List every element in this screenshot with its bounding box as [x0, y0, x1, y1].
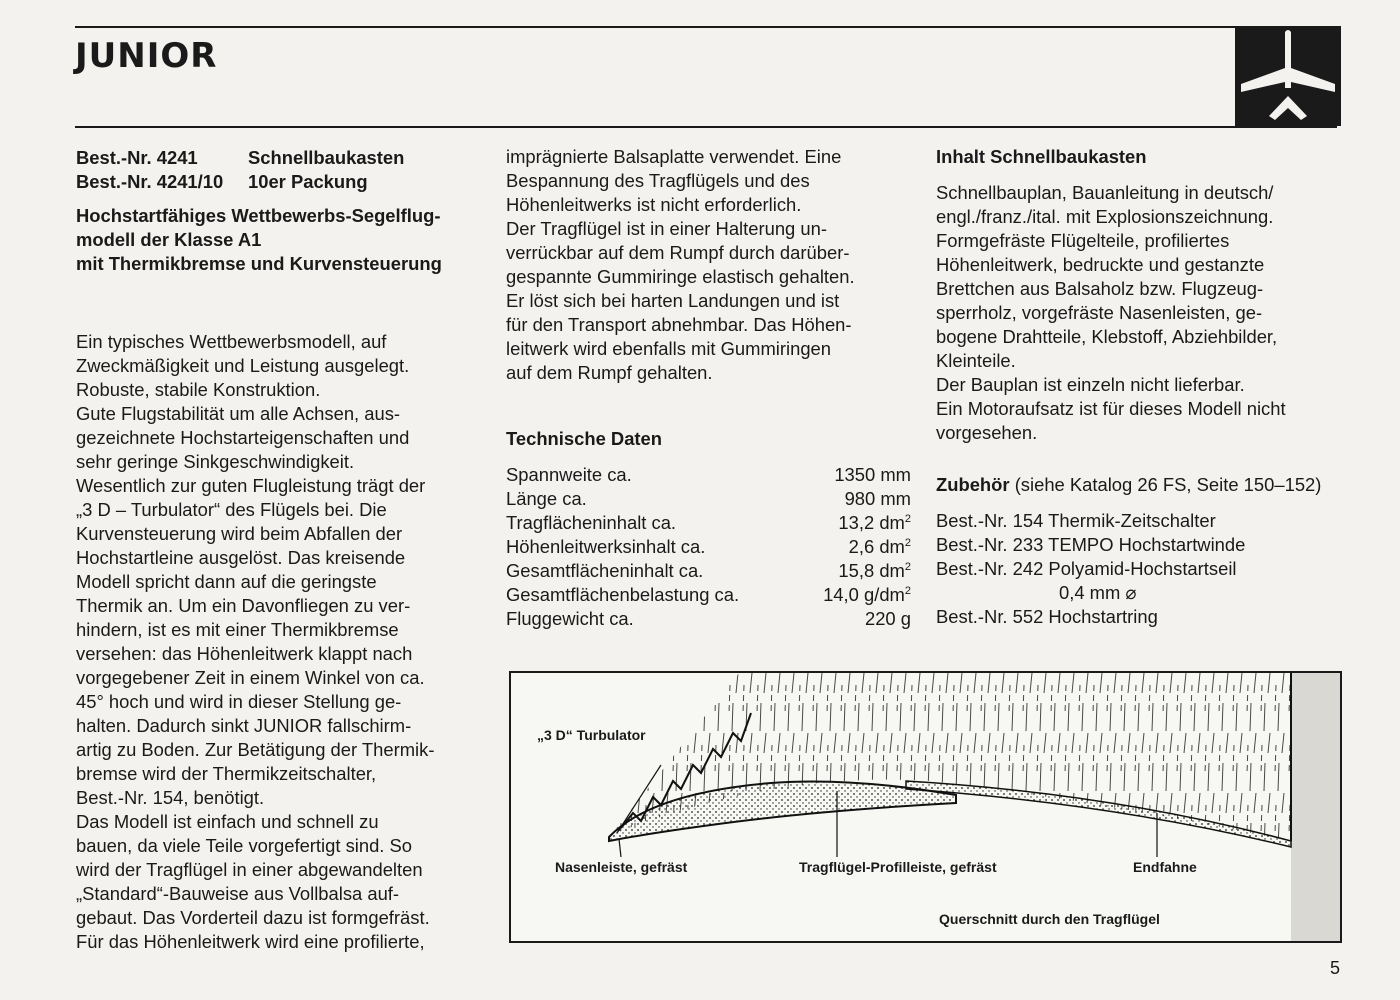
tech-label: Fluggewicht ca. [506, 608, 634, 629]
text-line: „Standard“-Bauweise aus Vollbalsa auf- [76, 883, 400, 904]
text-line: bauen, da viele Teile vorgefertigt sind. So [76, 835, 413, 856]
order-description: 10er Packung [248, 171, 368, 192]
wing-cross-section-figure [509, 671, 1342, 943]
order-description: Schnellbaukasten [248, 147, 405, 168]
accessories-list [936, 509, 1341, 629]
column-right [936, 145, 1341, 629]
tech-unit-exponent: 2 [904, 536, 911, 549]
contents-text [936, 181, 1341, 445]
text-line: gebaut. Das Vorderteil dazu ist formgefräst. [76, 907, 430, 928]
tech-label: Tragflächeninhalt ca. [506, 512, 677, 533]
description-text-continued [506, 145, 911, 385]
text-line: imprägnierte Balsaplatte verwendet. Eine [506, 146, 842, 167]
text-line: Thermik an. Um ein Davonfliegen zu ver- [76, 595, 411, 616]
tech-value: 2,6 dm [848, 536, 905, 557]
text-line: Wesentlich zur guten Flugleistung trägt der [76, 475, 426, 496]
contents-line: Der Bauplan ist einzeln nicht lieferbar. [936, 374, 1245, 395]
tech-row [506, 463, 911, 487]
tech-label: Gesamtflächenbelastung ca. [506, 584, 740, 605]
tech-heading: Technische Daten [506, 428, 663, 449]
tech-value: 1350 mm [834, 464, 911, 485]
tech-value-cell [865, 607, 911, 631]
text-line: Er löst sich bei harten Landungen und ist [506, 290, 840, 311]
tech-value-cell [834, 463, 911, 487]
text-line: Ein typisches Wettbewerbsmodell, auf [76, 331, 387, 352]
tech-value-cell [845, 487, 911, 511]
turbulator-label: „3 D“ Turbulator [537, 727, 646, 743]
text-line: Modell spricht dann auf die geringste [76, 571, 377, 592]
contents-line: engl./franz./ital. mit Explosionszeichnung. [936, 206, 1274, 227]
tech-label: Länge ca. [506, 488, 587, 509]
tech-value: 13,2 dm [838, 512, 905, 533]
text-line: wird der Tragflügel in einer abgewandelten [76, 859, 423, 880]
tech-value-cell [838, 559, 911, 583]
text-line: versehen: das Höhenleitwerk klappt nach [76, 643, 413, 664]
tech-value: 14,0 g/dm [823, 584, 905, 605]
tech-value: 15,8 dm [838, 560, 905, 581]
tech-label: Gesamtflächeninhalt ca. [506, 560, 704, 581]
contents-line: vorgesehen. [936, 422, 1038, 443]
contents-line: Formgefräste Flügelteile, profiliertes [936, 230, 1230, 251]
tech-row [506, 583, 911, 607]
tech-value: 980 mm [844, 488, 911, 509]
tech-unit-exponent: 2 [904, 560, 911, 573]
text-line: verrückbar auf dem Rumpf durch darüber- [506, 242, 850, 263]
subtitle-line: modell der Klasse A1 [76, 229, 262, 250]
text-line: 45° hoch und wird in dieser Stellung ge- [76, 691, 402, 712]
text-line: gezeichnete Hochstarteigenschaften und [76, 427, 410, 448]
text-line: bremse wird der Thermikzeitschalter, [76, 763, 377, 784]
tech-unit-exponent: 2 [904, 584, 911, 597]
contents-line: bogene Drahtteile, Klebstoff, Abziehbilder, [936, 326, 1278, 347]
column-left [76, 146, 491, 954]
top-rule [75, 26, 1337, 28]
trailing-edge-label: Endfahne [1133, 859, 1197, 875]
tech-value: 220 g [864, 608, 911, 629]
text-line: hindern, ist es mit einer Thermikbremse [76, 619, 399, 640]
text-line: Der Tragflügel ist in einer Halterung un- [506, 218, 827, 239]
tech-row [506, 607, 911, 631]
text-line: halten. Dadurch sinkt JUNIOR fallschirm- [76, 715, 412, 736]
tech-value-cell [838, 511, 911, 535]
text-line: Kurvensteuerung wird beim Abfallen der [76, 523, 403, 544]
profile-label: Tragflügel-Profilleiste, gefräst [799, 859, 997, 875]
text-line: Höhenleitwerks ist nicht erforderlich. [506, 194, 802, 215]
text-line: „3 D – Turbulator“ des Flügels bei. Die [76, 499, 387, 520]
contents-line: Kleinteile. [936, 350, 1016, 371]
contents-line: Höhenleitwerk, bedruckte und gestanzte [936, 254, 1265, 275]
figure-caption: Querschnitt durch den Tragflügel [939, 911, 1160, 927]
accessory-line: Best.-Nr. 242 Polyamid-Hochstartseil [936, 558, 1237, 579]
tech-label: Spannweite ca. [506, 464, 632, 485]
text-line: vorgegebener Zeit in einem Winkel von ca. [76, 667, 425, 688]
text-line: leitwerk wird ebenfalls mit Gummiringen [506, 338, 832, 359]
contents-line: Brettchen aus Balsaholz bzw. Flugzeug- [936, 278, 1264, 299]
accessories-heading: Zubehör [936, 474, 1010, 495]
tech-row [506, 511, 911, 535]
text-line: auf dem Rumpf gehalten. [506, 362, 713, 383]
accessory-line: Best.-Nr. 552 Hochstartring [936, 606, 1158, 627]
contents-heading: Inhalt Schnellbaukasten [936, 146, 1147, 167]
text-line: Bespannung des Tragflügels und des [506, 170, 810, 191]
accessories-note: (siehe Katalog 26 FS, Seite 150–152) [1014, 474, 1322, 495]
subtitle-line: mit Thermikbremse und Kurvensteuerung [76, 253, 442, 274]
text-line: gespannte Gummiringe elastisch gehalten. [506, 266, 855, 287]
subtitle-line: Hochstartfähiges Wettbewerbs-Segelflug- [76, 205, 441, 226]
tech-value-cell [823, 583, 911, 607]
accessory-line: Best.-Nr. 154 Thermik-Zeitschalter [936, 510, 1216, 531]
tech-unit-exponent: 2 [904, 512, 911, 525]
text-line: Hochstartleine ausgelöst. Das kreisende [76, 547, 406, 568]
header-rule [75, 126, 1337, 128]
text-line: Gute Flugstabilität um alle Achsen, aus- [76, 403, 401, 424]
accessory-line: 0,4 mm ⌀ [1059, 582, 1137, 603]
order-number: Best.-Nr. 4241/10 [76, 171, 224, 192]
order-numbers [76, 146, 491, 194]
accessories-header [936, 473, 1341, 497]
nose-label: Nasenleiste, gefräst [555, 859, 688, 875]
tech-row [506, 535, 911, 559]
contents-line: Schnellbauplan, Bauanleitung in deutsch/ [936, 182, 1274, 203]
tech-table [506, 463, 911, 631]
text-line: für den Transport abnehmbar. Das Höhen- [506, 314, 852, 335]
column-middle [506, 145, 911, 631]
order-row [76, 146, 491, 170]
description-text [76, 330, 491, 954]
accessory-line: Best.-Nr. 233 TEMPO Hochstartwinde [936, 534, 1246, 555]
contents-line: sperrholz, vorgefräste Nasenleisten, ge- [936, 302, 1263, 323]
tech-value-cell [849, 535, 911, 559]
page-number: 5 [1330, 958, 1341, 978]
text-line: Robuste, stabile Konstruktion. [76, 379, 321, 400]
tech-row [506, 487, 911, 511]
product-subtitle [76, 204, 491, 276]
text-line: sehr geringe Sinkgeschwindigkeit. [76, 451, 355, 472]
order-row [76, 170, 491, 194]
order-number: Best.-Nr. 4241 [76, 147, 198, 168]
contents-line: Ein Motoraufsatz ist für dieses Modell nicht [936, 398, 1286, 419]
text-line: Für das Höhenleitwerk wird eine profilierte, [76, 931, 425, 952]
tech-row [506, 559, 911, 583]
brand-title: JUNIOR [75, 36, 218, 76]
tech-label: Höhenleitwerksinhalt ca. [506, 536, 706, 557]
text-line: Zweckmäßigkeit und Leistung ausgelegt. [76, 355, 410, 376]
text-line: Das Modell ist einfach und schnell zu [76, 811, 379, 832]
text-line: Best.-Nr. 154, benötigt. [76, 787, 265, 808]
text-line: artig zu Boden. Zur Betätigung der Thermik- [76, 739, 435, 760]
airplane-icon [1235, 26, 1341, 126]
